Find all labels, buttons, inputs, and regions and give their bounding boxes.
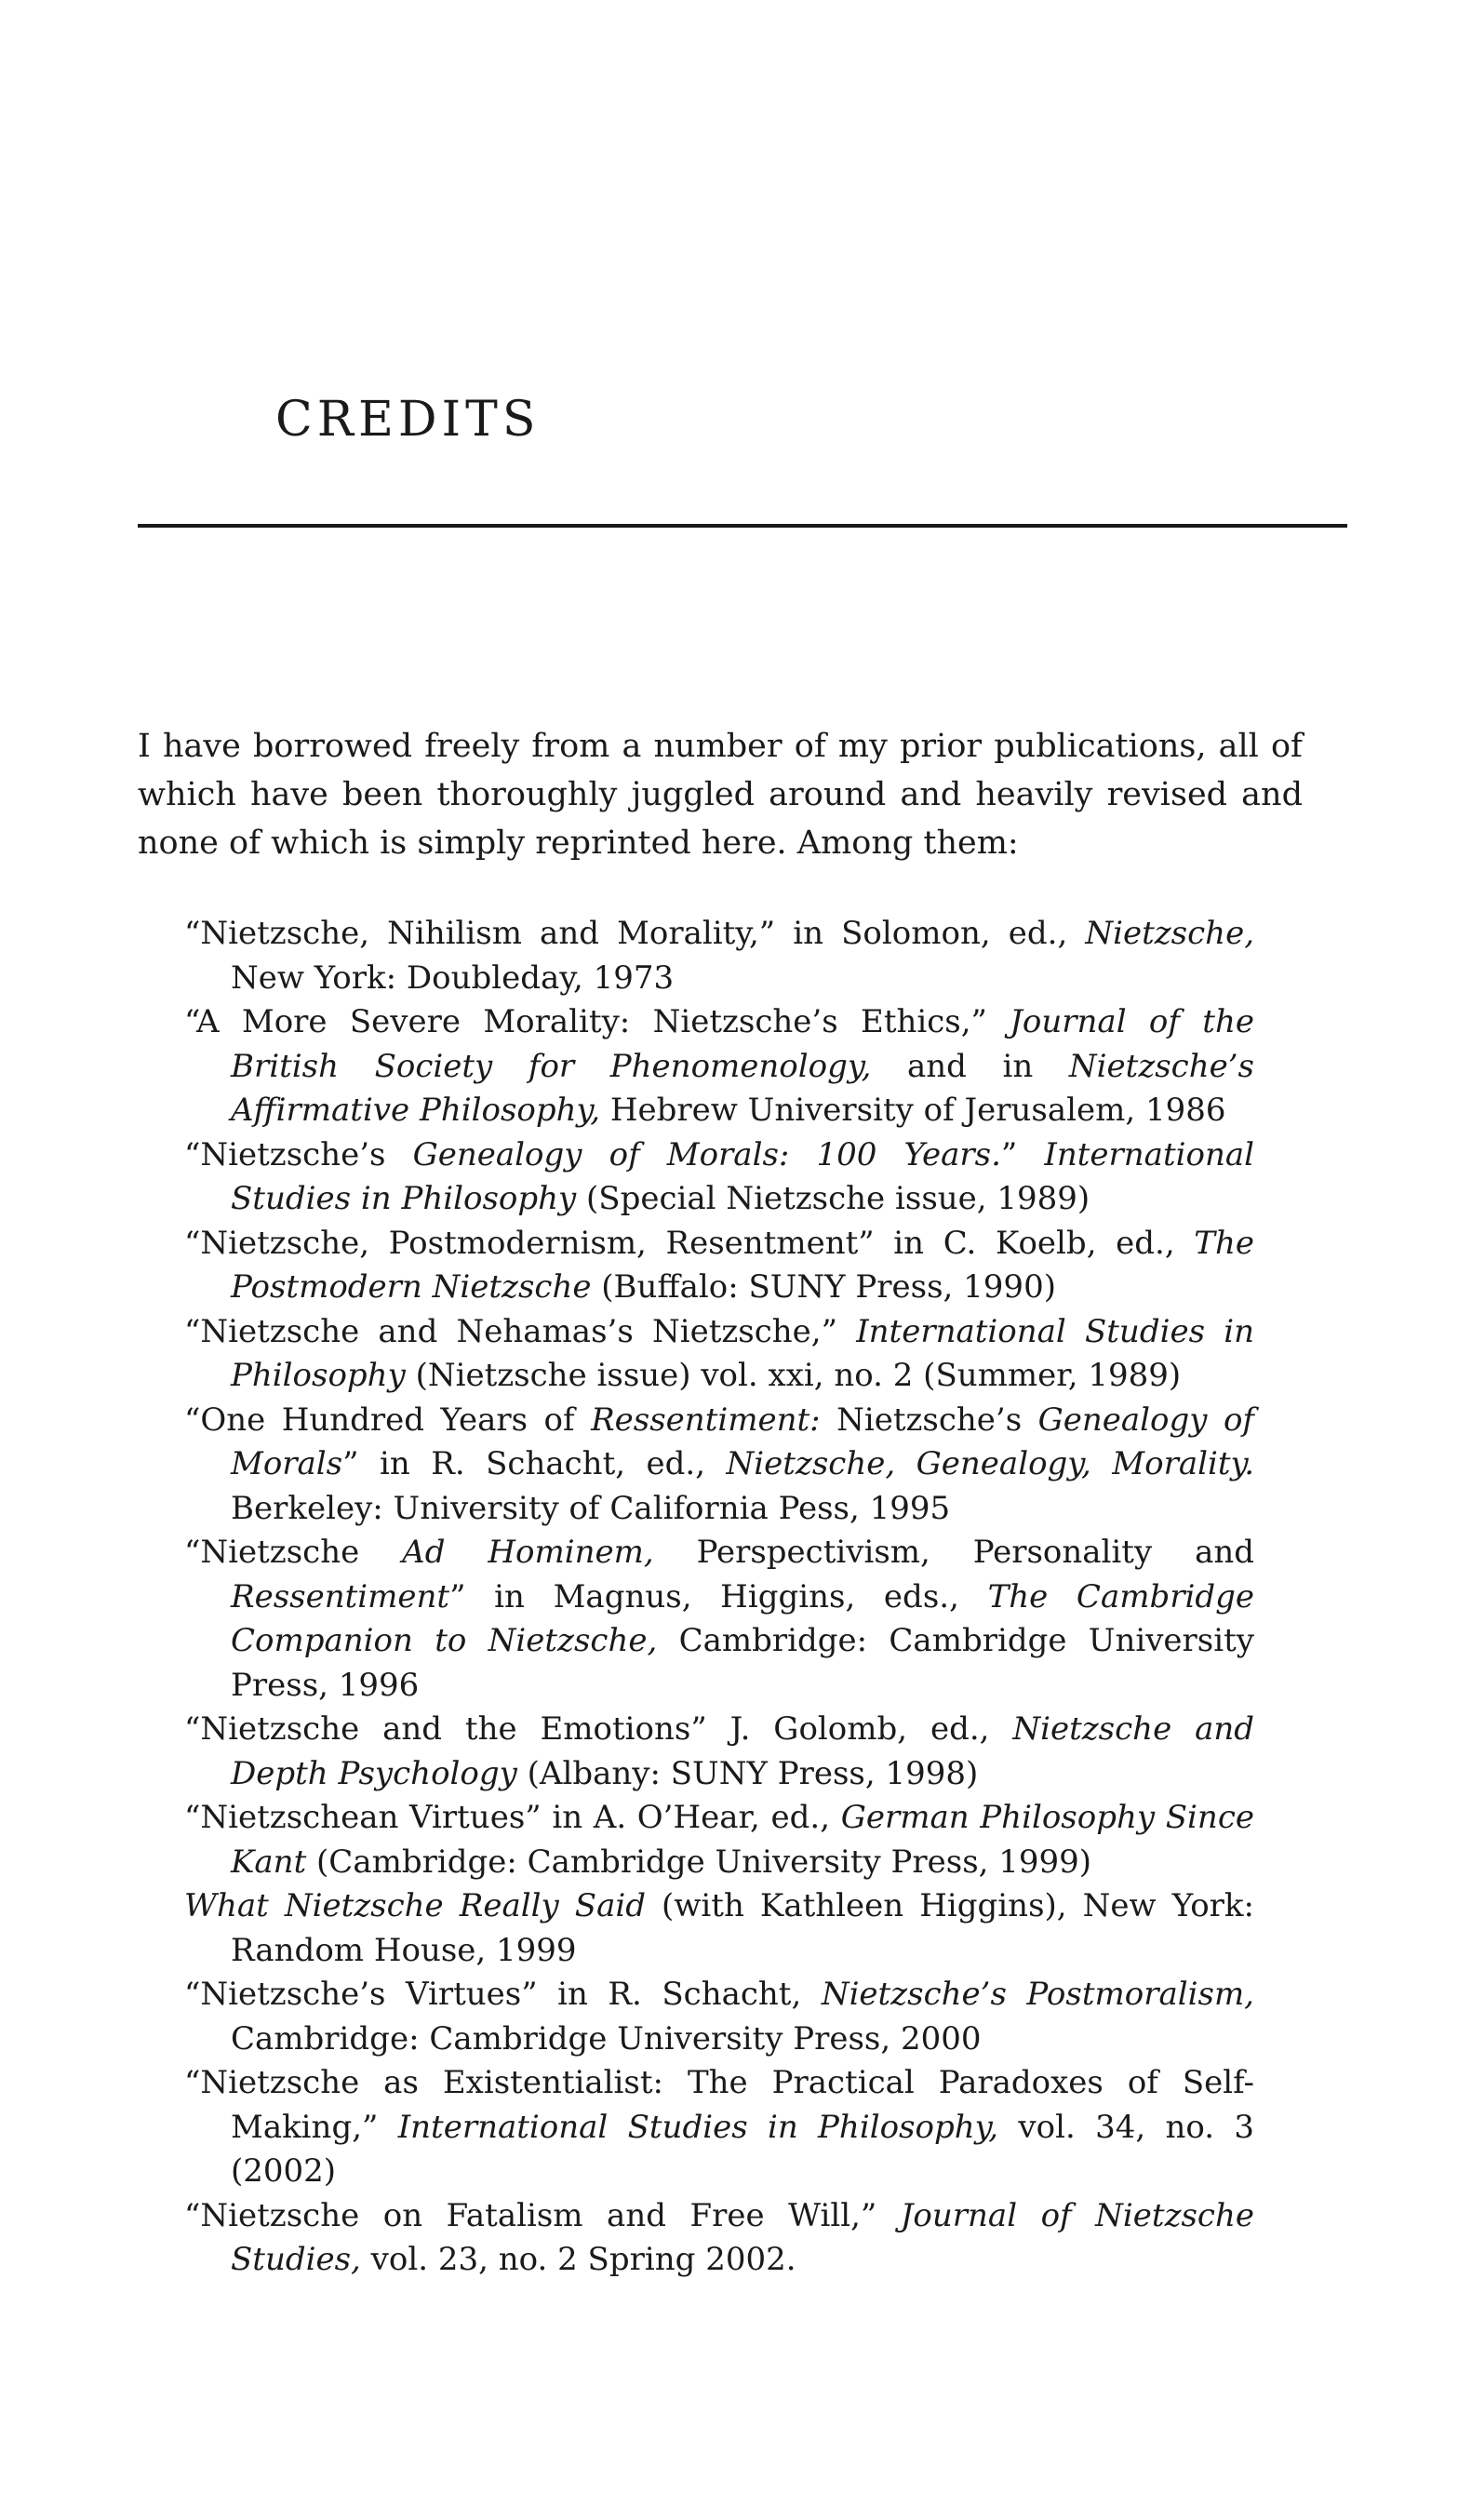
credit-entry	[184, 1222, 1254, 1310]
credit-text: vol. 34, no. 3 (2002)	[231, 2108, 1254, 2190]
credit-title-italic: The Postmodern Nietzsche	[231, 1224, 1254, 1306]
credit-text: “Nietzsche and the Emotions” J. Golomb, ed.,	[184, 1710, 1013, 1748]
credit-text: Berkeley: University of California Pess, 1995	[231, 1489, 951, 1527]
credit-text: Cambridge: Cambridge University Press, 2000	[231, 2019, 982, 2058]
credit-title-italic: Journal of the British Society for Phenomenology,	[231, 1003, 1254, 1085]
credit-text: “Nietzsche’s	[184, 1135, 413, 1173]
credit-entry	[184, 2061, 1254, 2194]
credit-title-italic: Nietzsche, Genealogy, Morality.	[726, 1445, 1255, 1482]
credit-entry	[184, 1310, 1254, 1399]
credit-text: “Nietzsche on Fatalism and Free Will,”	[184, 2196, 901, 2234]
credit-text: “Nietzsche, Nihilism and Morality,” in Solomon, ed.,	[184, 915, 1086, 952]
credit-text: “A More Severe Morality: Nietzsche’s Ethics,”	[184, 1003, 1010, 1040]
credit-text: “Nietzsche’s Virtues” in R. Schacht,	[184, 1976, 822, 2013]
credit-text: (with Kathleen Higgins), New York: Random House, 1999	[231, 1887, 1254, 1969]
credit-text: Cambridge: Cambridge University Press, 1996	[231, 1622, 1254, 1704]
credit-title-italic: Ad Hominem,	[402, 1534, 654, 1571]
credit-text: ”	[1000, 1135, 1045, 1173]
credit-entry	[184, 1000, 1254, 1133]
credit-text: “Nietzsche	[184, 1534, 403, 1571]
credit-text: ” in Magnus, Higgins, eds.,	[449, 1577, 988, 1615]
credit-text: (Special Nietzsche issue, 1989)	[576, 1180, 1090, 1217]
credit-text: (Buffalo: SUNY Press, 1990)	[591, 1268, 1056, 1306]
credit-text: “One Hundred Years of	[184, 1401, 592, 1439]
credit-entry	[184, 1973, 1254, 2061]
credit-title-italic: German Philosophy Since Kant	[231, 1799, 1254, 1881]
credit-title-italic: Ressentiment:	[591, 1401, 821, 1439]
credit-entry	[184, 1133, 1254, 1222]
credit-text: “Nietzsche and Nehamas’s Nietzsche,”	[184, 1312, 857, 1350]
credit-text: and in	[871, 1047, 1069, 1085]
credit-title-italic: Journal of Nietzsche Studies,	[231, 2196, 1254, 2278]
credit-text: (Albany: SUNY Press, 1998)	[516, 1754, 979, 1792]
credit-title-italic: Genealogy of Morals: 100 Years.	[412, 1135, 1001, 1173]
credit-text: ” in R. Schacht, ed.,	[342, 1445, 727, 1482]
credit-text: Nietzsche’s	[820, 1401, 1038, 1439]
credit-text: (Cambridge: Cambridge University Press, 1999)	[306, 1843, 1092, 1881]
credit-title-italic: Ressentiment	[231, 1577, 450, 1615]
credit-title-italic: Nietzsche’s Affirmative Philosophy,	[231, 1047, 1254, 1129]
credit-text: New York: Doubleday, 1973	[231, 958, 675, 997]
credit-entry	[184, 1399, 1254, 1532]
credit-text: “Nietzschean Virtues” in A. O’Hear, ed.,	[184, 1799, 841, 1836]
page-title: CREDITS	[275, 392, 541, 448]
title-divider	[138, 524, 1347, 528]
credit-entry	[184, 1796, 1254, 1884]
credit-entry	[184, 912, 1254, 1000]
credit-title-italic: International Studies in Philosophy,	[397, 2108, 999, 2146]
credit-entry	[184, 1884, 1254, 1973]
credit-text: (Nietzsche issue) vol. xxi, no. 2 (Summer, 1989)	[405, 1357, 1182, 1394]
credits-list	[184, 912, 1254, 2283]
credit-title-italic: Genealogy of Morals	[231, 1401, 1254, 1482]
credit-title-italic: The Cambridge Companion to Nietzsche,	[231, 1577, 1254, 1659]
credit-text: “Nietzsche, Postmodernism, Resentment” in C. Koelb, ed.,	[184, 1224, 1195, 1262]
credit-title-italic: What Nietzsche Really Said	[184, 1887, 646, 1924]
credit-title-italic: International Studies in Philosophy	[231, 1312, 1255, 1394]
credit-title-italic: Nietzsche’s Postmoralism,	[821, 1976, 1254, 2013]
credit-title-italic: Nietzsche,	[1085, 915, 1254, 952]
credit-entry	[184, 1708, 1254, 1796]
credit-entry	[184, 2194, 1254, 2283]
credit-text: Perspectivism, Personality and	[653, 1534, 1255, 1571]
credit-entry	[184, 1531, 1254, 1708]
credit-title-italic: Nietzsche and Depth Psychology	[231, 1710, 1255, 1792]
credit-text: vol. 23, no. 2 Spring 2002.	[360, 2241, 796, 2278]
intro-paragraph: I have borrowed freely from a number of my prior publications, all of which have been thoroughly juggled around and heavily revised and none of which is simply reprinted here. Among them:	[138, 728, 1303, 862]
credit-text: “Nietzsche as Existentialist: The Practical Paradoxes of Self-Making,”	[184, 2064, 1254, 2146]
credit-title-italic: International Studies in Philosophy	[231, 1135, 1254, 1217]
credit-text: Hebrew University of Jerusalem, 1986	[600, 1092, 1226, 1129]
